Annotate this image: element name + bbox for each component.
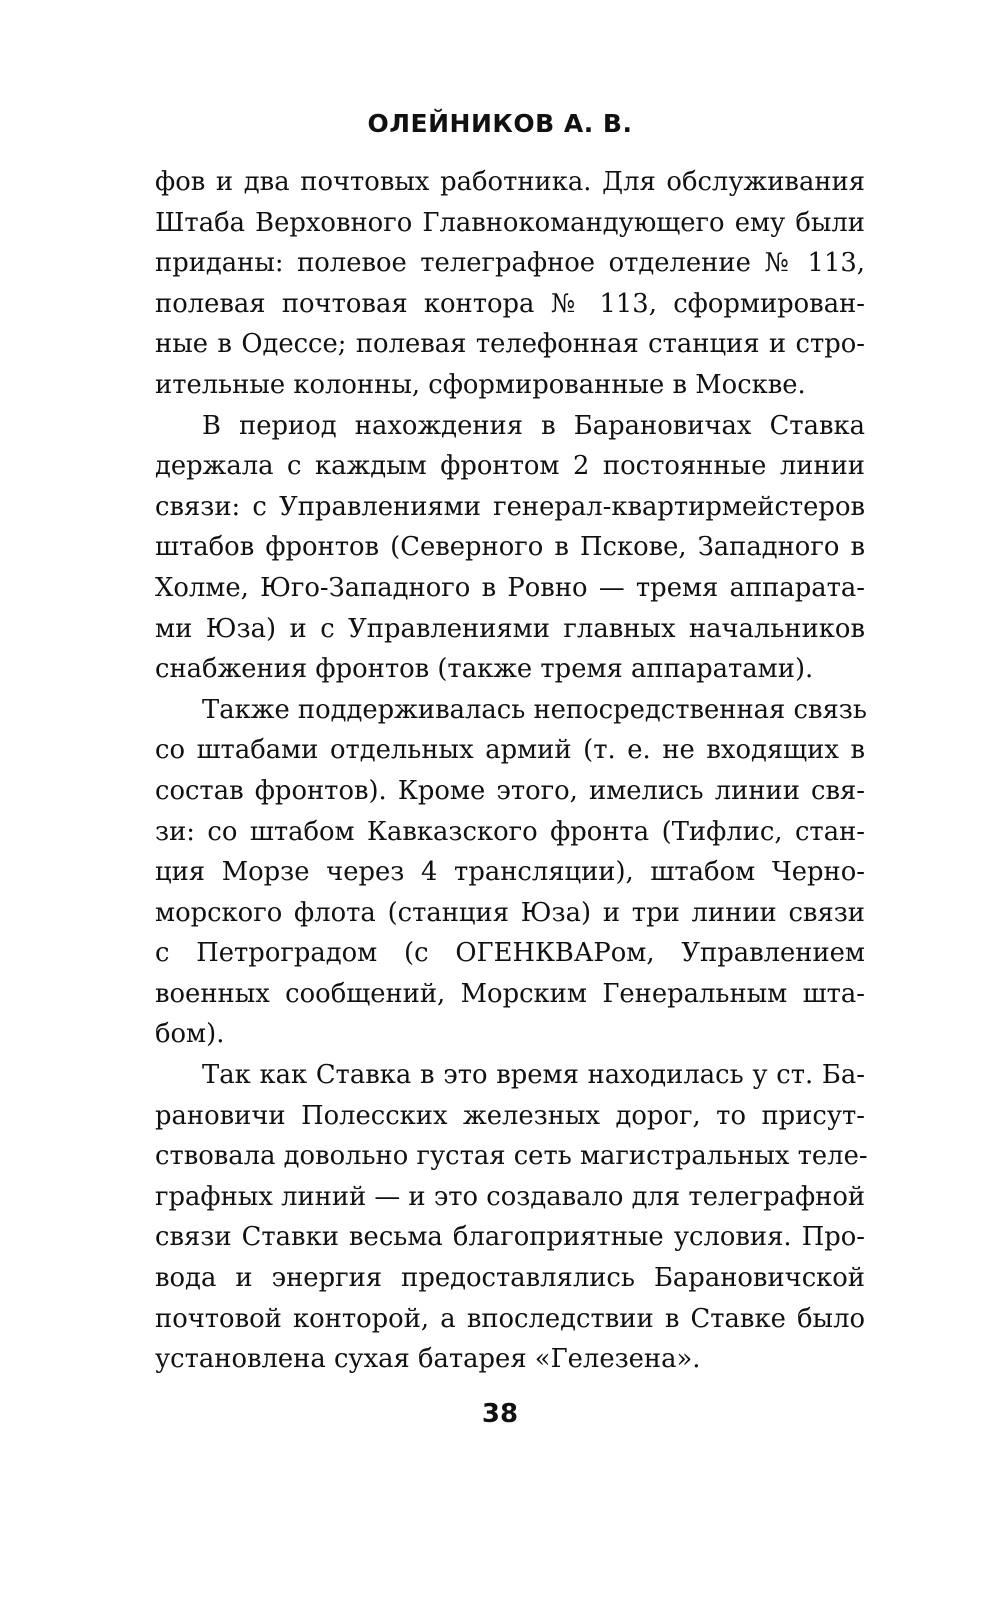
text-line: установлена сухая батарея «Гелезена». bbox=[155, 1344, 701, 1375]
text-line: снабжения фронтов (также тремя аппаратами). bbox=[155, 654, 814, 685]
text-line: ствовала довольно густая сеть магистральных теле- bbox=[155, 1141, 868, 1172]
text-line: вода и энергия предоставлялись Барановичской bbox=[155, 1263, 865, 1294]
text-line: морского флота (станция Юза) и три линии связи bbox=[155, 897, 865, 928]
text-line: со штабами отдельных армий (т. е. не входящих в bbox=[155, 735, 865, 766]
running-head: ОЛЕЙНИКОВ А. В. bbox=[367, 109, 633, 138]
body-text bbox=[155, 162, 868, 1380]
text-line: полевая почтовая контора № 113, сформирован- bbox=[155, 288, 865, 319]
page-number: 38 bbox=[481, 1399, 519, 1429]
text-line: связи Ставки весьма благоприятные условия. Про- bbox=[155, 1222, 865, 1253]
text-line: держала с каждым фронтом 2 постоянные линии bbox=[155, 451, 865, 482]
text-line: штабов фронтов (Северного в Пскове, Западного в bbox=[155, 532, 865, 563]
text-line: ительные колонны, сформированные в Москве. bbox=[155, 369, 806, 400]
text-line: Штаба Верховного Главнокомандующего ему были bbox=[155, 207, 865, 238]
text-line: с Петроградом (с ОГЕНКВАРом, Управлением bbox=[155, 938, 865, 969]
text-line: В период нахождения в Барановичах Ставка bbox=[202, 410, 865, 441]
text-line: состав фронтов). Кроме этого, имелись линии свя- bbox=[155, 775, 865, 806]
text-line: ция Морзе через 4 трансляции), штабом Черно- bbox=[155, 857, 865, 888]
text-line: ные в Одессе; полевая телефонная станция и стро- bbox=[155, 329, 865, 360]
text-line: Также поддерживалась непосредственная связь bbox=[202, 694, 867, 725]
text-line: бом). bbox=[155, 1019, 225, 1050]
text-line: приданы: полевое телеграфное отделение № 113, bbox=[155, 248, 865, 279]
text-line: рановичи Полесских железных дорог, то присут- bbox=[155, 1100, 865, 1131]
text-line: графных линий — и это создавало для телеграфной bbox=[155, 1181, 866, 1212]
text-line: фов и два почтовых работника. Для обслуживания bbox=[155, 167, 865, 197]
text-line: почтовой конторой, а впоследствии в Ставке было bbox=[155, 1303, 865, 1334]
text-line: Так как Ставка в это время находилась у ст. Ба- bbox=[202, 1060, 865, 1091]
text-line: Холме, Юго-Западного в Ровно — тремя аппарата- bbox=[155, 572, 865, 603]
text-line: связи: с Управлениями генерал-квартирмейстеров bbox=[155, 491, 865, 522]
text-line: военных сообщений, Морским Генеральным шта- bbox=[155, 978, 865, 1009]
text-line: ми Юза) и с Управлениями главных начальников bbox=[155, 613, 865, 644]
text-line: зи: со штабом Кавказского фронта (Тифлис, стан- bbox=[155, 816, 865, 847]
